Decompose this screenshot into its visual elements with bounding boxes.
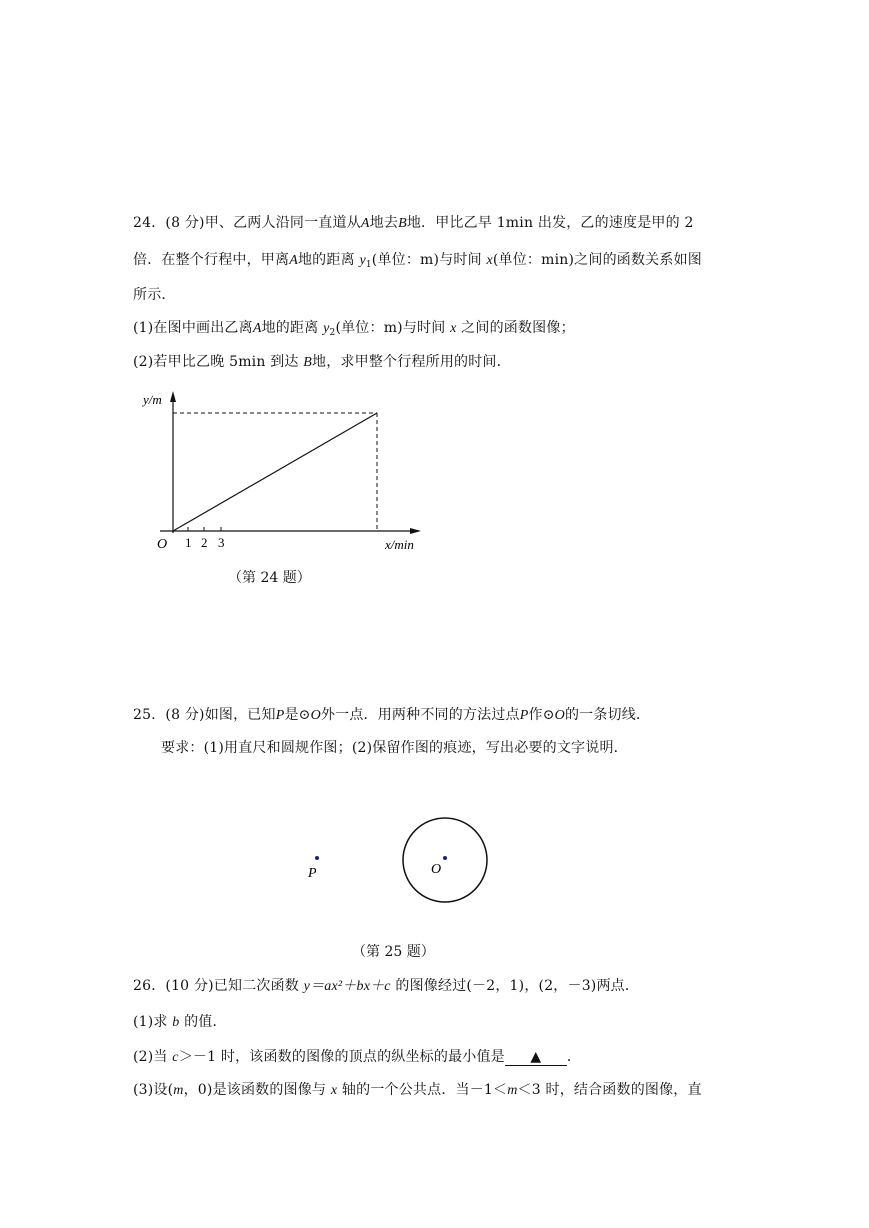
var-A: A: [252, 321, 262, 336]
text: (1)在图中画出乙离: [133, 320, 253, 336]
var-B: B: [398, 216, 407, 231]
text: 26．(10 分)已知二次函数: [133, 978, 300, 994]
var-y2: y: [323, 321, 330, 336]
text: (单位：m)与时间: [335, 320, 446, 336]
y-axis-label: y/m: [143, 392, 162, 407]
q24-line3: 所示．: [133, 287, 176, 303]
tick-label-3: 3: [218, 535, 225, 550]
var-m: m: [173, 1083, 184, 1098]
q24-part1: [133, 318, 575, 343]
text: 24．(8 分)甲、乙两人沿同一直道从: [133, 215, 361, 231]
center-point-O: [443, 856, 447, 860]
text: 轴的一个公共点．当－1＜: [341, 1082, 508, 1098]
figure-caption-24: （第 24 题）: [228, 570, 311, 586]
var-x: x: [330, 1083, 338, 1098]
var-x: x: [486, 253, 493, 268]
text: 是⊙: [284, 707, 311, 723]
q25-line1: [133, 705, 650, 726]
text: (3)设(: [133, 1082, 174, 1098]
q26-part1: [133, 1012, 227, 1033]
text: ＜3 时，结合函数的图像，直: [517, 1082, 702, 1098]
text: 地．甲比乙早 1min 出发，乙的速度是甲的 2: [406, 215, 694, 231]
var-x: x: [450, 321, 457, 336]
tick-label-1: 1: [185, 535, 192, 550]
q25-requirement: 要求：(1)用直尺和圆规作图；(2)保留作图的痕迹，写出必要的文字说明．: [161, 740, 628, 756]
var-b: b: [172, 1015, 180, 1030]
subscript: 2: [329, 328, 336, 338]
origin-label: O: [157, 537, 168, 552]
var-O: O: [310, 708, 321, 723]
text: 地的距离: [261, 320, 319, 336]
text: ．: [566, 1049, 582, 1065]
text: (2)若甲比乙晚 5min 到达: [133, 354, 299, 370]
q24-part2: [133, 352, 511, 373]
figure-caption-25: （第 25 题）: [352, 944, 435, 960]
text: 的图像经过(－2，1)，(2，－3)两点．: [395, 978, 640, 994]
text: 之间的函数图像；: [461, 320, 575, 336]
x-axis-arrow: [410, 528, 421, 534]
text: 倍．在整个行程中，甲离: [133, 252, 290, 268]
var-m: m: [507, 1083, 518, 1098]
text: 的值．: [184, 1014, 227, 1030]
var-c: c: [172, 1050, 179, 1065]
answer-blank[interactable]: [505, 1049, 567, 1066]
q24-line2: [133, 250, 702, 275]
text: 作⊙: [528, 707, 555, 723]
circle-O: [403, 818, 487, 902]
q26-line1: [133, 976, 639, 997]
q26-part2: [133, 1047, 581, 1068]
var-P: P: [275, 708, 285, 723]
var-y1: y: [359, 253, 366, 268]
center-O-label: O: [431, 862, 442, 877]
text: ＞－1 时，该函数的图像的顶点的纵坐标的最小值是: [178, 1049, 505, 1065]
text: 地去: [369, 215, 399, 231]
subscript: 1: [365, 260, 372, 270]
text: 地的距离: [297, 252, 355, 268]
function-line-y1: [173, 413, 377, 531]
point-P: [315, 856, 319, 860]
x-axis-label: x/min: [385, 537, 414, 552]
point-P-label: P: [308, 866, 317, 881]
var-B: B: [303, 355, 313, 370]
text: 外一点．用两种不同的方法过点: [320, 707, 520, 723]
text: (1)求: [133, 1014, 168, 1030]
text: 25．(8 分)如图，已知: [133, 707, 276, 723]
text: (单位：min)之间的函数关系如图: [492, 252, 702, 268]
text: ，0)是该函数的图像与: [183, 1082, 327, 1098]
tick-label-2: 2: [201, 535, 208, 550]
var-A: A: [289, 253, 298, 268]
var-P: P: [519, 708, 529, 723]
q26-part3: [133, 1080, 702, 1101]
y-axis-arrow: [170, 391, 176, 402]
var-O: O: [554, 708, 565, 723]
text: 地，求甲整个行程所用的时间．: [312, 354, 511, 370]
text: (单位：m)与时间: [371, 252, 482, 268]
triangle-mark: ▲: [530, 1049, 542, 1065]
var-A: A: [360, 216, 370, 231]
q24-line1: [133, 213, 694, 234]
text: (2)当: [133, 1049, 168, 1065]
text: 的一条切线．: [564, 707, 651, 723]
formula: y＝ax²＋bx＋c: [303, 979, 391, 994]
